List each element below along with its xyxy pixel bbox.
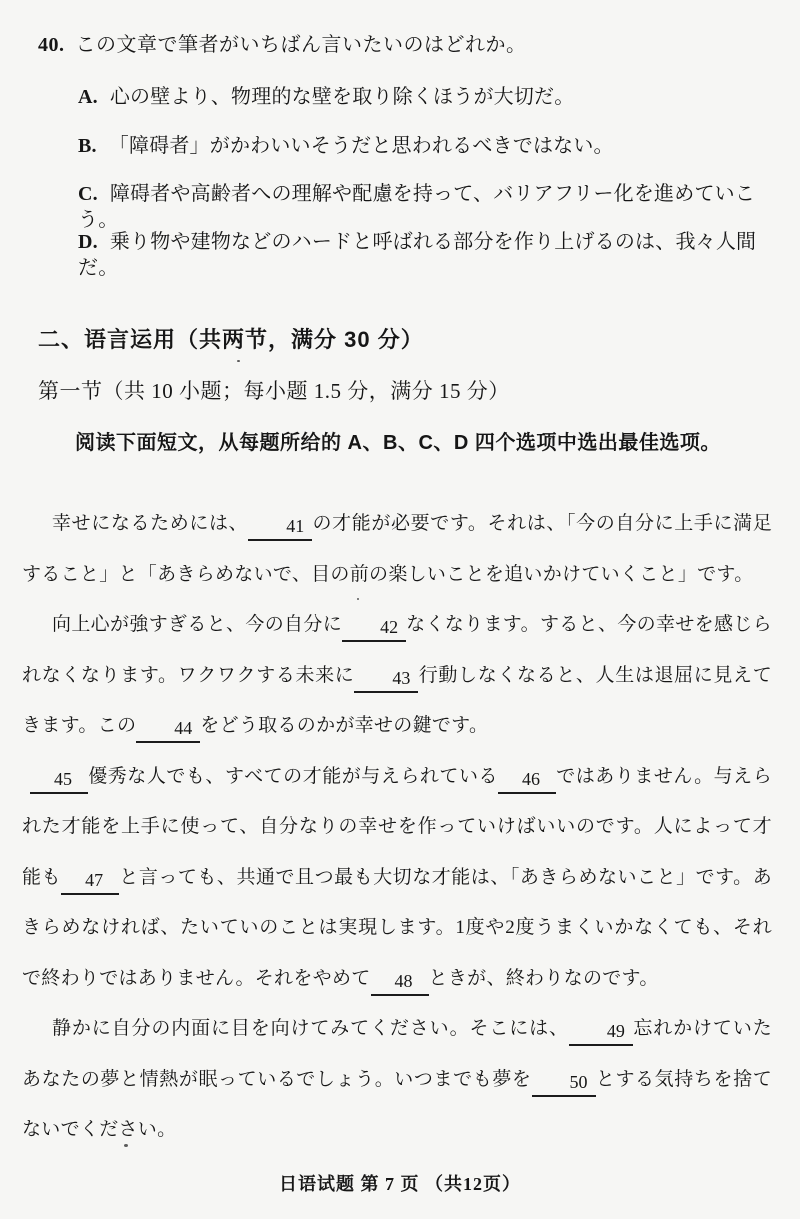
blank-44: 44 (136, 716, 200, 743)
p2-text-4: をどう取るのかが幸せの鍵です。 (200, 715, 489, 736)
blank-47: 47 (61, 868, 119, 895)
p3-text-2: ではありません。与えられた才能を上手に使って、自分なりの幸せを作っていけばいいのです。人によって才能も (22, 765, 772, 888)
p3-text-3: と言っても、共通で且つ最も大切な才能は、「あきらめないこと」です。あきらめなければ、たいていのことは実現します。1度や2度うまくいかなくても、それで終わりではありません。それをやめて (22, 866, 772, 989)
passage-paragraph-1 (22, 499, 772, 600)
option-row-b (78, 133, 780, 159)
question-40-number: 40. (38, 34, 65, 56)
passage-paragraph-4 (22, 1004, 772, 1156)
scan-speck (237, 360, 240, 362)
option-a-label: A. (78, 86, 98, 108)
blank-45: 45 (30, 767, 88, 794)
option-row-d (78, 229, 780, 281)
passage-paragraph-3 (22, 752, 772, 1005)
p4-text-3: とする気持ちを捨てないでください。 (22, 1068, 772, 1140)
section-subheading: 第一节（共 10 小题；每小题 1.5 分，满分 15 分） (38, 379, 510, 403)
option-d-label: D. (78, 231, 98, 253)
option-b-label: B. (78, 135, 97, 157)
option-b-text: 「障碍者」がかわいいそうだと思われるべきではない。 (108, 135, 614, 157)
option-d-text: 乗り物や建物などのハードと呼ばれる部分を作り上げるのは、我々人間だ。 (78, 231, 757, 279)
cloze-passage (22, 499, 772, 1156)
p3-text-1: 優秀な人でも、すべての才能が与えられている (88, 765, 499, 787)
p4-text-2: 忘れかけていたあなたの夢と情熱が眠っているでしょう。いつまでも夢を (22, 1018, 772, 1090)
section-heading: 二、语言运用（共两节，满分 30 分） (38, 327, 424, 352)
blank-43: 43 (354, 666, 418, 693)
option-c-text: 障碍者や高齢者への理解や配慮を持って、バリアフリー化を進めていこう。 (78, 183, 756, 231)
blank-48: 48 (371, 969, 429, 996)
p4-text-1: 静かに自分の内面に目を向けてみてください。そこには、 (52, 1018, 569, 1039)
question-40-stem-row (38, 32, 774, 58)
p1-text-1: 幸せになるためには、 (52, 513, 249, 534)
blank-42: 42 (342, 615, 406, 642)
p1-text-2: の才能が必要です。それは、「今の自分に上手に満足すること」と「あきらめないで、目の前の楽しいことを追いかけていくこと」です。 (22, 513, 772, 585)
p3-text-4: ときが、終わりなのです。 (428, 967, 659, 989)
blank-50: 50 (532, 1070, 596, 1097)
blank-41: 41 (248, 514, 312, 541)
option-a-text: 心の壁より、物理的な壁を取り除くほうが大切だ。 (109, 86, 575, 108)
footer-page-indicator: 日语试题 第 7 页 （共12页） (279, 1174, 521, 1194)
p2-text-1: 向上心が強すぎると、今の自分に (52, 614, 343, 635)
question-40-stem: この文章で筆者がいちばん言いたいのはどれか。 (75, 34, 527, 56)
blank-46: 46 (498, 767, 556, 794)
blank-49: 49 (569, 1019, 633, 1046)
p2-text-2: なくなります。すると、今の幸せを感じられなくなります。ワクワクする未来に (22, 614, 772, 686)
p2-text-3: 行動しなくなると、人生は退屈に見えてきます。この (22, 664, 772, 736)
scan-speck (357, 598, 359, 600)
section-instruction: 阅读下面短文，从每题所给的 A、B、C、D 四个选项中选出最佳选项。 (75, 432, 721, 454)
option-row-a (78, 84, 780, 110)
scan-speck (124, 1144, 128, 1147)
option-c-label: C. (78, 183, 98, 205)
option-row-c (78, 181, 780, 233)
passage-paragraph-2 (22, 600, 772, 752)
